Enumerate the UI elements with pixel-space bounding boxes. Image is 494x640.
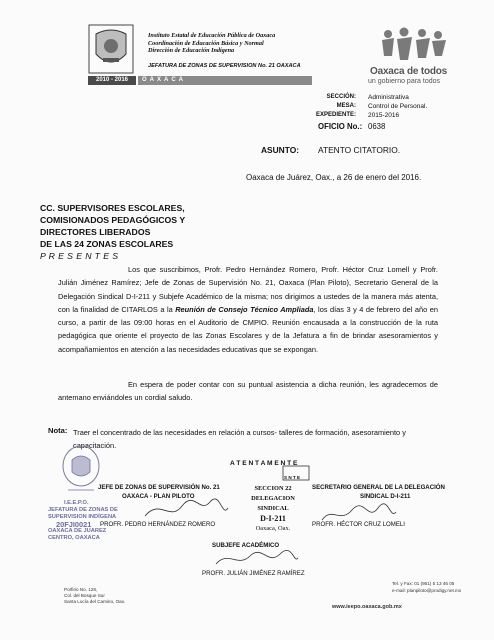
stamp-line: SUPERVISION INDÍGENA — [48, 514, 117, 520]
state-bar: OAXACA — [138, 76, 312, 85]
addressee-block — [40, 202, 185, 262]
asunto-value: ATENTO CITATORIO. — [318, 145, 401, 155]
body-text: Los que suscribimos, Profr. Pedro Hernández Romero, Profr. Héctor Cruz Lomell y Profr. Julián Jiménez Ramírez; Jefe de Zonas de Supervisión No. 21, Oaxaca (Plan Piloto), Secretario General de la Delegación Sindical D-I-211 y Subjefe Académico de la misma; nos dirigimos a ustedes de la manera más atenta, con la finalidad de CITARLOS a la — [58, 265, 438, 314]
nota-label: Nota: — [48, 426, 68, 435]
sindical-stamp — [240, 484, 306, 534]
addressee-line: CC. SUPERVISORES ESCOLARES, — [40, 203, 185, 213]
seccion-value: Administrativa — [368, 94, 409, 101]
center-signer-name: PROFR. JULIÁN JIMÉNEZ RAMÍREZ — [202, 570, 305, 577]
footer-address — [64, 587, 125, 605]
seccion-label: SECCIÓN: — [326, 94, 356, 100]
institution-line: Coordinación de Educación Básica y Normal — [148, 39, 264, 47]
body-paragraph-2 — [58, 378, 438, 405]
stamp-line: I.E.E.P.O. — [64, 500, 89, 506]
logo-subtitle: un gobierno para todos — [368, 78, 440, 85]
presentes: P R E S E N T E S — [40, 251, 119, 261]
mesa-label: MESA: — [336, 103, 356, 109]
snte-label: S N T E — [284, 475, 301, 480]
mesa-value: Control de Personal. — [368, 103, 428, 110]
meeting-name: Reunión de Consejo Técnico Ampliada — [175, 304, 314, 314]
oficio-label: OFICIO No.: — [318, 122, 363, 131]
addressee-line: COMISIONADOS PEDAGÓGICOS Y — [40, 215, 186, 225]
footer-address-line: Col. del Bosque Sur — [64, 593, 105, 598]
state-seal-icon — [88, 24, 134, 74]
body-paragraph-1 — [58, 263, 438, 356]
jefatura-title: JEFATURA DE ZONAS DE SUPERVISION No. 21 OAXACA — [148, 63, 301, 69]
stamp-line: CENTRO, OAXACA — [48, 535, 100, 541]
left-signer-title-2: OAXACA - PLAN PILOTO — [122, 493, 195, 500]
stamp-line: OAXACA DE JUAREZ — [48, 528, 107, 534]
addressee-line: DIRECTORES LIBERADOS — [40, 227, 151, 237]
footer-address-line: Porfirio No. 128, — [64, 587, 98, 592]
footer-email: e-mail: planpiloto@prodigy.net.mx — [392, 588, 462, 593]
left-signer-title: JEFE DE ZONAS DE SUPERVISIÓN No. 21 — [98, 484, 220, 491]
right-signer-title-2: SINDICAL D-I-211 — [360, 493, 411, 500]
institution-line: Dirección de Educación Indígena — [148, 47, 235, 55]
center-signature-scribble-icon — [210, 548, 300, 570]
footer-address-line: Santa Lucía del Camino, Oax. — [64, 599, 126, 604]
footer-contact — [392, 580, 461, 594]
logo-title: Oaxaca de todos — [370, 66, 448, 77]
ieepo-seal-icon — [60, 444, 102, 496]
stamp-line: D-I-211 — [260, 514, 286, 523]
addressee-line: DE LAS 24 ZONAS ESCOLARES — [40, 239, 174, 249]
stamp-line: Oaxaca, Oax. — [255, 525, 291, 532]
center-signer-title: SUBJEFE ACADÉMICO — [212, 542, 280, 549]
stamp-line: DELEGACION SINDICAL — [251, 495, 295, 512]
oaxaca-people-logo-icon — [378, 26, 450, 66]
atentamente: A T E N T A M E N T E — [230, 460, 298, 467]
footer-phone: Tel. y Fax: 01 (951) 5 13 46 05 — [392, 581, 455, 586]
body-text: En espera de poder contar con su puntual asistencia a dicha reunión, les agradecemos de antemano enviándoles un cordial saludo. — [58, 380, 438, 403]
oficio-value: 0638 — [368, 122, 386, 131]
expediente-value: 2015-2016 — [368, 112, 400, 119]
stamp-line: JEFATURA DE ZONAS DE — [48, 507, 118, 513]
right-signer-name: PROFR. HÉCTOR CRUZ LOMELI — [312, 521, 405, 528]
institution-block — [148, 32, 275, 55]
left-signature-scribble-icon — [140, 496, 230, 524]
left-signer-name: PROFR. PEDRO HERNÁNDEZ ROMERO — [100, 521, 216, 528]
nota-text: Traer el concentrado de las necesidades en relación a cursos- talleres de formación, asesoramiento y capacitación. — [73, 428, 406, 450]
letter-date: Oaxaca de Juárez, Oax., a 26 de enero del 2016. — [246, 173, 422, 182]
stamp-line: SECCION 22 — [254, 485, 292, 492]
years-bar: 2010 - 2016 — [88, 76, 136, 85]
asunto-label: ASUNTO: — [261, 145, 299, 155]
right-signer-title: SECRETARIO GENERAL DE LA DELEGACIÓN — [312, 484, 445, 491]
institution-line: Instituto Estatal de Educación Pública de Oaxaca — [148, 32, 276, 39]
footer-website: www.ieepo.oaxaca.gob.mx — [332, 604, 402, 610]
body-text: , los días 3 y 4 de febrero del año en curso, a partir de las 09:00 horas en el Auditorio de CMPIO. Reunión encausada a la construcción de la ruta pedagógica que oriente el proyecto de las Zonas Escolares y de la Jefatura a fin de brindar asesoramientos y acompañamientos en atención a las necesidades educativas que se expongan. — [58, 304, 438, 354]
expediente-label: EXPEDIENTE: — [315, 112, 356, 118]
stamp-line: 20FJI0021 — [56, 520, 92, 529]
